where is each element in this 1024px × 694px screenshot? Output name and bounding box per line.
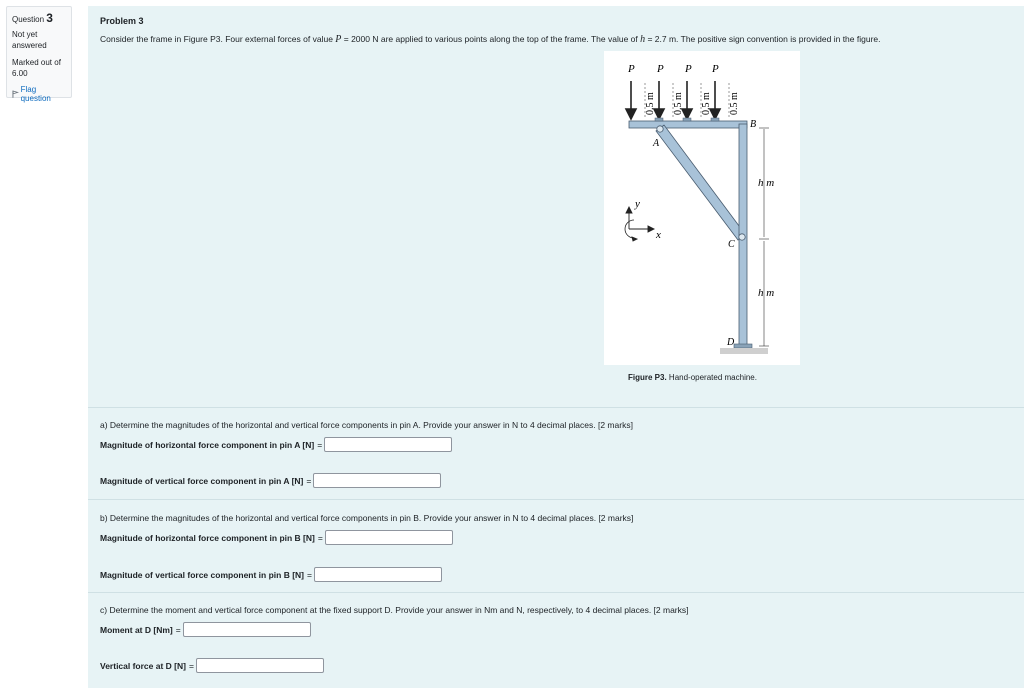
part-c-field-2 xyxy=(100,658,324,673)
part-a-text: a) Determine the magnitudes of the horizontal and vertical force components in pin A. Provide your answer in N to 4 decimal places. [2 marks] xyxy=(100,420,633,430)
diagonal-member xyxy=(656,125,745,240)
support-base xyxy=(734,344,752,348)
load-label: P xyxy=(628,63,635,75)
part-b-text: b) Determine the magnitudes of the horizontal and vertical force components in pin B. Provide your answer in N to 4 decimal places. [2 marks] xyxy=(100,513,634,523)
problem-statement xyxy=(100,34,881,45)
spacing-label: 0.5 m xyxy=(701,92,712,115)
pin-a-vertical-input[interactable] xyxy=(313,473,441,488)
question-number xyxy=(12,11,66,25)
ground xyxy=(720,348,768,354)
divider xyxy=(88,499,1024,500)
axis-x-label: x xyxy=(656,229,661,241)
part-b-field-1 xyxy=(100,530,453,545)
caption-text: Hand-operated machine. xyxy=(666,373,757,382)
divider xyxy=(88,592,1024,593)
question-info-panel xyxy=(6,6,72,103)
part-b-label-2: Magnitude of vertical force component in pin B [N] xyxy=(100,569,305,580)
equals-sign: = xyxy=(175,624,181,635)
flag-icon xyxy=(12,90,19,98)
equals-sign: = xyxy=(306,475,312,486)
load-label: P xyxy=(657,63,664,75)
question-label: Question xyxy=(12,15,45,24)
equals-sign: = xyxy=(317,439,323,450)
question-grade: Marked out of 6.00 xyxy=(12,58,61,78)
pin-a xyxy=(657,126,663,132)
flag-question-label: Flag question xyxy=(20,85,51,103)
pin-c xyxy=(739,234,745,240)
equals-sign: = xyxy=(317,532,323,543)
moment-d-input[interactable] xyxy=(183,622,311,637)
statement-part-2: = 2000 N are applied to various points along the top of the frame. The value of xyxy=(341,34,641,44)
spacing-label: 0.5 m xyxy=(673,92,684,115)
equals-sign: = xyxy=(307,569,312,580)
part-b-label-1: Magnitude of horizontal force component in pin B [N] xyxy=(100,532,315,543)
top-beam xyxy=(629,121,747,128)
load-label: P xyxy=(712,63,719,75)
part-a-label-2: Magnitude of vertical force component in pin A [N] xyxy=(100,475,304,486)
part-c-field-1 xyxy=(100,622,311,637)
part-a-field-2 xyxy=(100,473,441,488)
part-c-text: c) Determine the moment and vertical force component at the fixed support D. Provide your answer in Nm and N, respectively, to 4 decimal places. [2 marks] xyxy=(100,605,689,615)
frame-diagram xyxy=(604,51,800,365)
part-c-label-2: Vertical force at D [N] xyxy=(100,660,186,671)
vertical-force-d-input[interactable] xyxy=(196,658,324,673)
part-b-field-2 xyxy=(100,567,442,582)
question-state: Not yet answered xyxy=(12,30,47,50)
statement-var-h: h xyxy=(640,34,646,45)
statement-part-3: = 2.7 m. The positive sign convention is provided in the figure. xyxy=(645,34,881,44)
label-c: C xyxy=(728,239,735,250)
flag-question-link[interactable] xyxy=(12,85,66,103)
part-a-field-1 xyxy=(100,437,452,452)
label-b: B xyxy=(750,119,757,130)
pin-b-vertical-input[interactable] xyxy=(314,567,442,582)
question-number-value: 3 xyxy=(46,11,53,25)
part-a-label-1: Magnitude of horizontal force component in pin A [N] xyxy=(100,439,315,450)
part-c-label-1: Moment at D [Nm] xyxy=(100,624,173,635)
problem-title: Problem 3 xyxy=(100,16,144,26)
label-a: A xyxy=(653,138,660,149)
coordinate-axes xyxy=(625,207,654,241)
caption-title: Figure P3. xyxy=(628,373,667,382)
figure-caption xyxy=(628,373,757,382)
pin-a-horizontal-input[interactable] xyxy=(324,437,452,452)
question-content xyxy=(88,6,1024,688)
equals-sign: = xyxy=(188,660,194,671)
spacing-label: 0.5 m xyxy=(645,92,656,115)
dimension-h-upper: h m xyxy=(758,177,775,189)
pin-b-horizontal-input[interactable] xyxy=(325,530,453,545)
load-label: P xyxy=(685,63,692,75)
dimension-h-lower: h m xyxy=(758,287,775,299)
figure-p3 xyxy=(604,51,800,365)
divider xyxy=(88,407,1024,408)
axis-y-label: y xyxy=(635,198,640,210)
spacing-label: 0.5 m xyxy=(729,92,740,115)
statement-var-p: P xyxy=(335,34,342,45)
statement-part-1: Consider the frame in Figure P3. Four external forces of value xyxy=(100,34,336,44)
label-d: D xyxy=(727,337,735,348)
